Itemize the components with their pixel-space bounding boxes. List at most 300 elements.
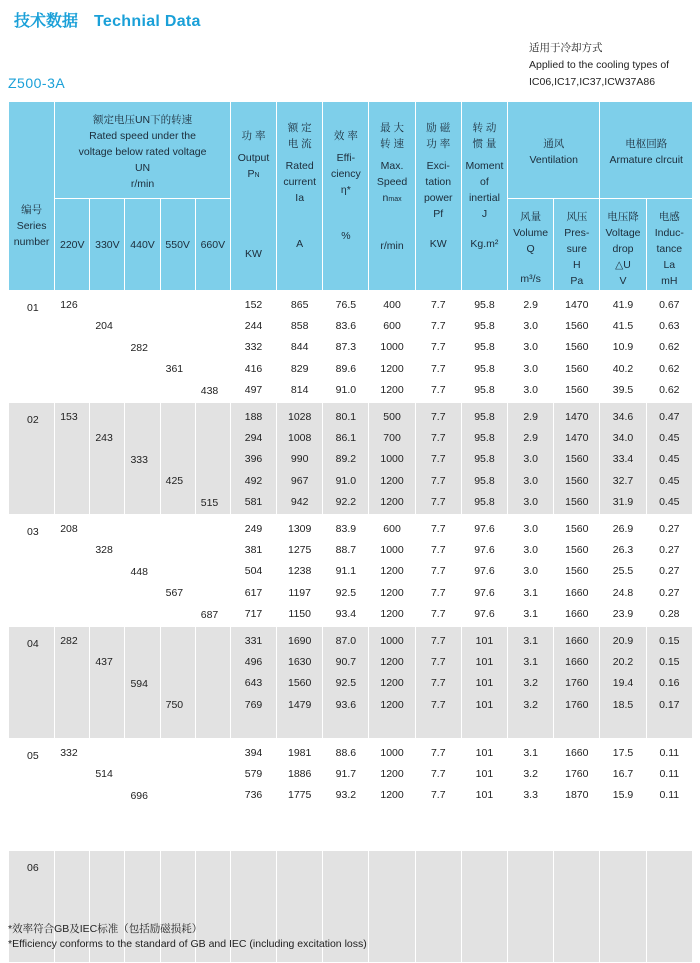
current-value: 1028 [288, 410, 312, 423]
inductance-value: 0.11 [659, 746, 680, 759]
excitation-value: 7.7 [430, 607, 446, 620]
output-value: 381 [244, 544, 263, 557]
speed-cell: 425 [160, 402, 195, 514]
header-armature: 电枢回路 Armature clrcuit [600, 102, 693, 199]
efficiency-cell [323, 514, 369, 626]
inductance-cell [646, 291, 692, 403]
efficiency-value: 93.4 [335, 607, 357, 620]
inductance-value: 0.27 [659, 522, 680, 535]
excitation-value: 7.7 [430, 656, 446, 669]
pressure-cell [554, 626, 600, 738]
pressure-value: 1660 [565, 656, 589, 669]
moment-value: 95.8 [474, 432, 495, 445]
vdrop-value: 41.5 [612, 320, 634, 333]
vdrop-cell [600, 626, 646, 738]
moment-value: 101 [475, 768, 494, 781]
max-speed-value: 1200 [380, 677, 404, 690]
speed-cell: 594 [125, 626, 160, 738]
page-title [14, 8, 201, 31]
max-speed-value: 1200 [380, 607, 404, 620]
output-value: 244 [244, 320, 263, 333]
pressure-value: 1560 [565, 383, 589, 396]
efficiency-cell [323, 291, 369, 403]
inductance-value: 0.62 [659, 362, 680, 375]
inductance-cell [646, 626, 692, 738]
inductance-value: 0.27 [659, 544, 680, 557]
inductance-value: 0.45 [659, 495, 680, 508]
pressure-value: 1470 [565, 410, 589, 423]
max-speed-value: 600 [383, 522, 401, 535]
vdrop-value: 23.9 [612, 607, 634, 620]
inductance-value: 0.27 [659, 586, 680, 599]
efficiency-value: 76.5 [335, 299, 357, 311]
speed-cell: 438 [195, 291, 230, 403]
speed-cell: 448 [125, 514, 160, 626]
footnote-en: *Efficiency conforms to the standard of GB and IEC (including excitation loss) [8, 938, 367, 950]
vdrop-value: 33.4 [612, 453, 634, 466]
excitation-cell [415, 850, 461, 962]
max-speed-cell [369, 850, 415, 962]
excitation-value: 7.7 [430, 544, 446, 557]
volume-value: 3.0 [523, 362, 538, 375]
current-value: 844 [290, 341, 309, 354]
moment-value: 95.8 [474, 453, 495, 466]
moment-value: 95.8 [474, 299, 495, 311]
current-value: 1238 [288, 565, 312, 578]
efficiency-value: 89.2 [335, 453, 357, 466]
efficiency-value: 92.5 [335, 677, 357, 690]
vdrop-cell [600, 738, 646, 850]
header-max-speed: 最 大 转 速 Max. Speed nmax r/min [369, 102, 415, 291]
volume-cell [508, 850, 554, 962]
speed-cell: 208 [55, 514, 90, 626]
series-number: 04 [9, 626, 55, 738]
volume-value: 3.0 [523, 565, 538, 578]
speed-cell: 514 [90, 738, 125, 850]
cooling-note-zh: 适用于冷却方式 [529, 42, 603, 54]
header-inductance: 电感 Induc- tance La mH [646, 199, 692, 291]
cooling-note-en2: IC06,IC17,IC37,ICW37A86 [529, 76, 656, 88]
output-cell [230, 402, 276, 514]
efficiency-value: 91.0 [335, 474, 357, 487]
current-cell [277, 738, 323, 850]
excitation-value: 7.7 [430, 362, 446, 375]
pressure-value: 1560 [565, 453, 589, 466]
moment-value: 101 [475, 677, 494, 690]
current-value: 1690 [288, 634, 312, 647]
header-excitation: 励 磁 功 率 Exci- tation power Pf KW [415, 102, 461, 291]
header-voltage-330: 330V [90, 199, 125, 291]
excitation-cell [415, 291, 461, 403]
excitation-cell [415, 514, 461, 626]
inductance-value: 0.67 [659, 299, 680, 311]
speed-cell [195, 626, 230, 738]
current-cell [277, 626, 323, 738]
vdrop-value: 34.0 [612, 432, 634, 445]
moment-value: 95.8 [474, 383, 495, 396]
current-value: 865 [290, 299, 309, 311]
vdrop-value: 19.4 [612, 677, 634, 690]
output-value: 416 [244, 362, 263, 375]
efficiency-value: 92.2 [335, 495, 357, 508]
output-cell [230, 738, 276, 850]
excitation-value: 7.7 [430, 677, 446, 690]
volume-value: 3.3 [523, 789, 538, 802]
moment-value: 97.6 [474, 544, 495, 557]
header-voltage-550: 550V [160, 199, 195, 291]
header-voltage-drop: 电压降 Voltage drop △U V [600, 199, 646, 291]
table-row [9, 291, 693, 403]
inductance-value: 0.62 [659, 341, 680, 354]
moment-value: 101 [475, 789, 494, 802]
pressure-cell [554, 514, 600, 626]
pressure-value: 1470 [565, 432, 589, 445]
pressure-value: 1660 [565, 607, 589, 620]
efficiency-cell [323, 626, 369, 738]
output-value: 497 [244, 383, 263, 396]
speed-cell: 328 [90, 514, 125, 626]
moment-value: 95.8 [474, 410, 495, 423]
pressure-value: 1560 [565, 320, 589, 333]
moment-value: 95.8 [474, 320, 495, 333]
max-speed-value: 1200 [380, 565, 404, 578]
volume-cell [508, 738, 554, 850]
max-speed-value: 1200 [380, 656, 404, 669]
model-label: Z500-3A [8, 75, 66, 91]
speed-cell: 361 [160, 291, 195, 403]
series-number: 01 [9, 291, 55, 403]
moment-cell [461, 626, 507, 738]
inductance-value: 0.11 [659, 768, 680, 781]
speed-cell: 282 [55, 626, 90, 738]
vdrop-value: 10.9 [612, 341, 634, 354]
table-row [9, 402, 693, 514]
volume-value: 3.0 [523, 341, 538, 354]
inductance-value: 0.45 [659, 474, 680, 487]
excitation-value: 7.7 [430, 789, 446, 802]
volume-value: 2.9 [523, 299, 538, 311]
excitation-value: 7.7 [430, 768, 446, 781]
vdrop-value: 31.9 [612, 495, 634, 508]
output-value: 736 [244, 789, 263, 802]
efficiency-value: 91.1 [335, 565, 357, 578]
header-rated-speed: 额定电压UN下的转速 Rated speed under the voltage below rated voltage UN r/min [55, 102, 231, 199]
moment-value: 95.8 [474, 474, 495, 487]
inductance-value: 0.45 [659, 432, 680, 445]
inductance-cell [646, 850, 692, 962]
max-speed-value: 1200 [380, 789, 404, 802]
current-cell [277, 291, 323, 403]
current-value: 1008 [288, 432, 312, 445]
moment-cell [461, 738, 507, 850]
current-value: 1197 [288, 586, 311, 599]
excitation-value: 7.7 [430, 746, 446, 759]
speed-cell: 696 [125, 738, 160, 850]
output-value: 717 [244, 607, 263, 620]
current-value: 1150 [288, 607, 311, 620]
output-value: 396 [244, 453, 263, 466]
vdrop-value: 24.8 [612, 586, 634, 599]
efficiency-value: 83.9 [335, 522, 357, 535]
volume-value: 3.1 [523, 656, 538, 669]
excitation-value: 7.7 [430, 320, 446, 333]
efficiency-value: 88.7 [335, 544, 357, 557]
excitation-value: 7.7 [430, 522, 446, 535]
vdrop-value: 26.9 [612, 522, 634, 535]
pressure-value: 1760 [565, 698, 589, 711]
pressure-value: 1660 [565, 634, 589, 647]
excitation-value: 7.7 [430, 383, 446, 396]
moment-value: 97.6 [474, 565, 495, 578]
max-speed-value: 1200 [380, 768, 404, 781]
vdrop-value: 26.3 [612, 544, 634, 557]
footnote [8, 922, 367, 952]
output-value: 331 [244, 634, 263, 647]
excitation-value: 7.7 [430, 586, 446, 599]
speed-cell: 515 [195, 402, 230, 514]
pressure-value: 1470 [565, 299, 589, 311]
speed-cell: 750 [160, 626, 195, 738]
excitation-cell [415, 738, 461, 850]
moment-value: 97.6 [474, 522, 495, 535]
series-number: 03 [9, 514, 55, 626]
pressure-value: 1560 [565, 544, 589, 557]
current-value: 1479 [288, 698, 312, 711]
volume-value: 3.2 [523, 768, 538, 781]
excitation-cell [415, 626, 461, 738]
pressure-value: 1560 [565, 362, 589, 375]
max-speed-cell [369, 626, 415, 738]
vdrop-value: 17.5 [612, 746, 634, 759]
pressure-value: 1560 [565, 341, 589, 354]
volume-value: 3.0 [523, 383, 538, 396]
moment-value: 101 [475, 746, 494, 759]
inductance-value: 0.15 [659, 634, 680, 647]
excitation-value: 7.7 [430, 299, 446, 311]
volume-value: 3.0 [523, 544, 538, 557]
moment-cell [461, 514, 507, 626]
inductance-value: 0.15 [659, 656, 680, 669]
moment-value: 97.6 [474, 586, 495, 599]
speed-cell: 126 [55, 291, 90, 403]
volume-value: 3.0 [523, 474, 538, 487]
output-value: 579 [244, 768, 263, 781]
efficiency-value: 83.6 [335, 320, 357, 333]
volume-cell [508, 291, 554, 403]
volume-cell [508, 402, 554, 514]
current-value: 1630 [288, 656, 312, 669]
output-value: 394 [244, 746, 263, 759]
max-speed-value: 1000 [380, 453, 404, 466]
output-cell [230, 514, 276, 626]
efficiency-value: 90.7 [335, 656, 357, 669]
volume-value: 3.2 [523, 698, 538, 711]
excitation-value: 7.7 [430, 495, 446, 508]
cooling-note-en1: Applied to the cooling types of [529, 59, 670, 71]
max-speed-value: 500 [383, 410, 401, 423]
output-cell [230, 626, 276, 738]
current-value: 967 [290, 474, 309, 487]
efficiency-value: 88.6 [335, 746, 357, 759]
vdrop-value: 18.5 [612, 698, 634, 711]
current-value: 858 [290, 320, 309, 333]
series-number: 06 [9, 850, 55, 962]
efficiency-value: 87.0 [335, 634, 357, 647]
speed-cell: 333 [125, 402, 160, 514]
current-value: 990 [290, 453, 309, 466]
current-value: 1560 [288, 677, 312, 690]
excitation-value: 7.7 [430, 341, 446, 354]
max-speed-value: 600 [383, 320, 401, 333]
output-value: 249 [244, 522, 263, 535]
inductance-value: 0.47 [659, 410, 680, 423]
current-value: 1886 [288, 768, 312, 781]
output-value: 332 [244, 341, 263, 354]
efficiency-value: 93.6 [335, 698, 357, 711]
current-value: 814 [290, 383, 309, 396]
vdrop-value: 20.9 [612, 634, 634, 647]
pressure-value: 1560 [565, 565, 589, 578]
efficiency-value: 80.1 [335, 410, 357, 423]
pressure-value: 1760 [565, 768, 589, 781]
volume-cell [508, 514, 554, 626]
speed-cell: 687 [195, 514, 230, 626]
header-voltage-220: 220V [55, 199, 90, 291]
moment-value: 95.8 [474, 495, 495, 508]
speed-cell [160, 738, 195, 850]
max-speed-value: 1200 [380, 495, 404, 508]
excitation-value: 7.7 [430, 410, 446, 423]
volume-value: 3.1 [523, 634, 538, 647]
volume-value: 3.0 [523, 320, 538, 333]
speed-cell: 332 [55, 738, 90, 850]
efficiency-value: 91.0 [335, 383, 357, 396]
efficiency-value: 93.2 [335, 789, 357, 802]
excitation-value: 7.7 [430, 634, 446, 647]
volume-value: 3.2 [523, 677, 538, 690]
inductance-value: 0.16 [659, 677, 680, 690]
efficiency-value: 92.5 [335, 586, 357, 599]
vdrop-value: 32.7 [612, 474, 634, 487]
inductance-value: 0.62 [659, 383, 680, 396]
inductance-value: 0.17 [659, 698, 680, 711]
excitation-value: 7.7 [430, 432, 446, 445]
vdrop-cell [600, 402, 646, 514]
pressure-value: 1560 [565, 522, 589, 535]
efficiency-cell [323, 738, 369, 850]
header-moment: 转 动 惯 量 Moment of inertial J Kg.m² [461, 102, 507, 291]
max-speed-value: 1200 [380, 474, 404, 487]
output-value: 188 [244, 410, 263, 423]
inductance-cell [646, 514, 692, 626]
header-volume: 风量 Volume Q m³/s [508, 199, 554, 291]
max-speed-cell [369, 402, 415, 514]
vdrop-value: 16.7 [612, 768, 634, 781]
max-speed-value: 700 [383, 432, 401, 445]
pressure-value: 1870 [565, 789, 589, 802]
current-value: 1981 [288, 746, 312, 759]
moment-value: 95.8 [474, 362, 495, 375]
volume-value: 3.1 [523, 586, 538, 599]
output-value: 504 [244, 565, 263, 578]
max-speed-value: 1000 [380, 746, 404, 759]
speed-cell: 243 [90, 402, 125, 514]
current-value: 942 [290, 495, 309, 508]
max-speed-value: 1200 [380, 698, 404, 711]
volume-value: 3.0 [523, 495, 538, 508]
pressure-value: 1660 [565, 586, 589, 599]
max-speed-cell [369, 738, 415, 850]
volume-value: 3.0 [523, 522, 538, 535]
volume-cell [508, 626, 554, 738]
series-number: 05 [9, 738, 55, 850]
moment-value: 101 [475, 634, 494, 647]
volume-value: 3.1 [523, 746, 538, 759]
vdrop-cell [600, 514, 646, 626]
pressure-value: 1560 [565, 474, 589, 487]
output-value: 643 [244, 677, 263, 690]
max-speed-value: 1200 [380, 383, 404, 396]
efficiency-cell [323, 402, 369, 514]
output-value: 492 [244, 474, 263, 487]
inductance-value: 0.27 [659, 565, 680, 578]
max-speed-value: 1200 [380, 362, 404, 375]
title-en: Technial Data [94, 13, 201, 30]
max-speed-cell [369, 291, 415, 403]
pressure-value: 1660 [565, 746, 589, 759]
max-speed-value: 400 [383, 299, 401, 311]
moment-cell [461, 850, 507, 962]
vdrop-value: 39.5 [612, 383, 634, 396]
header-voltage-660: 660V [195, 199, 230, 291]
speed-cell: 567 [160, 514, 195, 626]
output-cell [230, 291, 276, 403]
efficiency-value: 89.6 [335, 362, 357, 375]
current-value: 1775 [288, 789, 312, 802]
header-output: 功 率 Output PN KW [230, 102, 276, 291]
table-row [9, 626, 693, 738]
excitation-value: 7.7 [430, 474, 446, 487]
efficiency-value: 87.3 [335, 341, 357, 354]
technical-data-table [8, 101, 693, 963]
moment-value: 101 [475, 656, 494, 669]
max-speed-cell [369, 514, 415, 626]
volume-value: 2.9 [523, 410, 538, 423]
footnote-zh: *效率符合GB及IEC标准（包括励磁损耗） [8, 923, 203, 935]
vdrop-cell [600, 291, 646, 403]
table-row [9, 738, 693, 850]
excitation-cell [415, 402, 461, 514]
vdrop-value: 20.2 [612, 656, 634, 669]
header-voltage-440: 440V [125, 199, 160, 291]
header-efficiency: 效 率 Effi- ciency η* % [323, 102, 369, 291]
inductance-value: 0.63 [659, 320, 680, 333]
pressure-value: 1560 [565, 495, 589, 508]
output-value: 496 [244, 656, 263, 669]
inductance-cell [646, 402, 692, 514]
moment-value: 97.6 [474, 607, 495, 620]
moment-cell [461, 291, 507, 403]
vdrop-value: 34.6 [612, 410, 634, 423]
vdrop-value: 25.5 [612, 565, 634, 578]
current-value: 1275 [288, 544, 312, 557]
max-speed-value: 1200 [380, 586, 404, 599]
max-speed-value: 1000 [380, 544, 404, 557]
cooling-note [529, 40, 669, 91]
current-value: 1309 [288, 522, 312, 535]
volume-value: 3.1 [523, 607, 538, 620]
series-number: 02 [9, 402, 55, 514]
